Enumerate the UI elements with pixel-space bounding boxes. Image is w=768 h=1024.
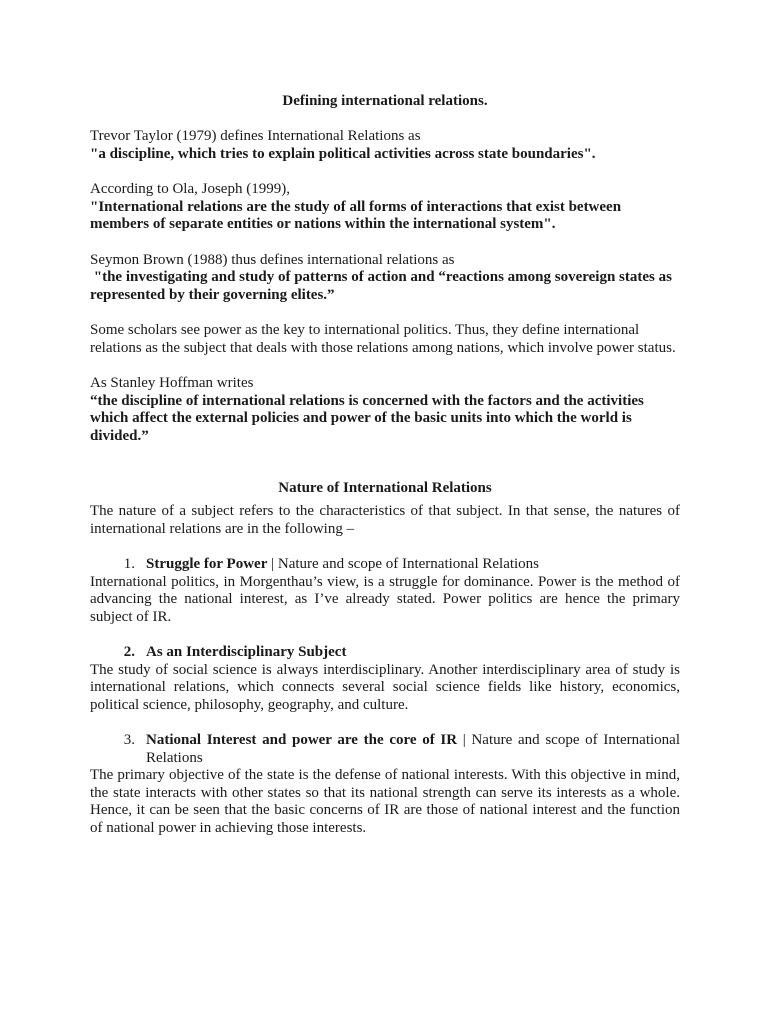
definition-quote: “the discipline of international relations is concerned with the factors and the activities which affect the external policies and power of the basic units into which the world is divided.” [90, 392, 644, 444]
nature-intro-block [90, 503, 680, 538]
definition-intro: According to Ola, Joseph (1999), [90, 181, 290, 197]
nature-item-2 [90, 644, 680, 714]
definition-ola [90, 181, 680, 234]
list-item-body: The primary objective of the state is the defense of national interests. With this objective in mind, the state interacts with other states so that its national strength can serve its interests as a whole. Hence, it can be seen that the basic concerns of IR are those of national interest and the function of national power in achieving those interests. [90, 767, 680, 836]
definition-intro: Seymon Brown (1988) thus defines international relations as [90, 251, 455, 268]
definition-power [90, 322, 680, 357]
list-item-heading [90, 732, 684, 767]
list-item-heading-text: National Interest and power are the core of IR [146, 732, 458, 748]
list-item-body: The study of social science is always interdisciplinary. Another interdisciplinary area of study is international relations, which connects several social science fields like history, economics, political science, philosophy, geography, and culture. [90, 661, 680, 713]
list-item-heading [90, 556, 680, 574]
list-item-title [135, 732, 684, 767]
document-title: Defining international relations. [282, 93, 488, 109]
list-item-number: 2. [123, 644, 135, 660]
nature-item-1 [90, 556, 680, 626]
definition-brown [90, 252, 680, 305]
list-item-heading [90, 644, 680, 662]
document-page [90, 92, 684, 855]
definition-intro: Trevor Taylor (1979) defines International Relations as [90, 128, 421, 144]
list-item-heading-text: Struggle for Power [146, 556, 268, 572]
list-item-body: International politics, in Morgenthau’s view, is a struggle for dominance. Power is the method of advancing the national interest, as I’ve already stated. Power politics are hence the primary subject of IR. [90, 573, 680, 625]
section-title: Nature of International Relations [278, 480, 492, 496]
definition-taylor [90, 128, 680, 163]
list-item-suffix: | Nature and scope of International Relations [267, 556, 540, 572]
list-item-suffix: | Nature and scope of International Relations [146, 732, 684, 766]
definition-intro: Some scholars see power as the key to international politics. Thus, they define international relations as the subject that deals with those relations among nations, which involve power status. [90, 322, 676, 356]
nature-intro: The nature of a subject refers to the characteristics of that subject. In that sense, the natures of international relations are in the following – [90, 503, 680, 537]
definition-intro: As Stanley Hoffman writes [90, 375, 254, 391]
list-item-number: 3. [123, 732, 135, 748]
definition-quote: "International relations are the study of all forms of interactions that exist between members of separate entities or nations within the international system". [90, 198, 622, 232]
definition-quote: "a discipline, which tries to explain political activities across state boundaries". [90, 145, 596, 162]
list-item-title [135, 644, 680, 662]
list-item-heading-text: As an Interdisciplinary Subject [146, 644, 347, 660]
definition-quote: "the investigating and study of patterns of action and “reactions among sovereign states as represented by their governing elites.” [90, 269, 676, 303]
definition-hoffman [90, 375, 680, 445]
list-item-title [135, 556, 680, 574]
list-item-number: 1. [123, 556, 135, 572]
nature-item-3 [90, 732, 684, 837]
